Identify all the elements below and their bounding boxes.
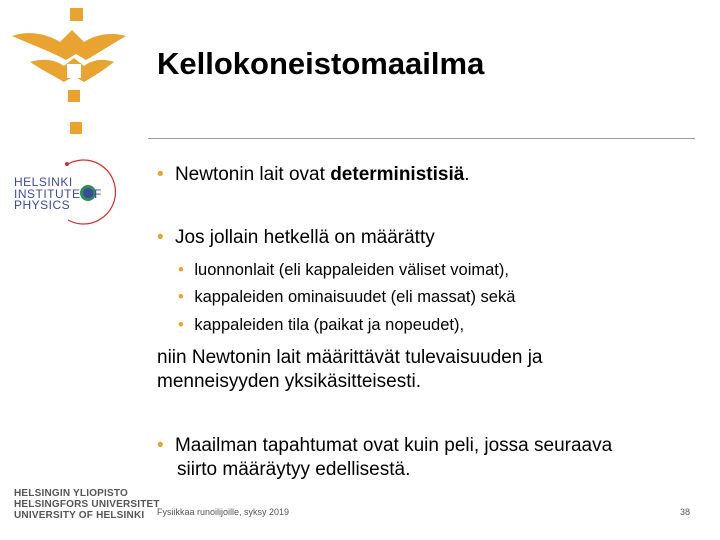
bullet-text-pre: Newtonin lait ovat — [174, 164, 331, 185]
title-divider — [148, 138, 695, 139]
bullet-marker: • — [157, 227, 164, 248]
bullet-deterministic — [157, 163, 470, 187]
university-name-fi: HELSINGIN YLIOPISTO — [14, 488, 129, 499]
footer-course-note: Fysiikkaa runoilijoille, syksy 2019 — [157, 507, 290, 517]
university-name-sv: HELSINGFORS UNIVERSITET — [14, 499, 160, 510]
sub-bullet-text: luonnonlait (eli kappaleiden väliset voimat), — [194, 261, 509, 279]
sub-bullet-state — [178, 314, 464, 336]
sub-bullet-marker: • — [178, 261, 184, 279]
sub-bullet-text: kappaleiden ominaisuudet (eli massat) sekä — [194, 288, 516, 306]
sub-bullet-marker: • — [178, 288, 184, 306]
sub-bullet-text: kappaleiden tila (paikat ja nopeudet), — [194, 316, 465, 334]
bullet-game-analogy-cont: siirto määräytyy edellisestä. — [177, 459, 411, 480]
paragraph-line-1: niin Newtonin lait määrittävät tulevaisuuden ja — [157, 347, 543, 368]
university-name — [14, 488, 160, 521]
university-name-en: UNIVERSITY OF HELSINKI — [14, 510, 145, 521]
bullet-jos-jollain — [157, 226, 435, 250]
sub-bullet-marker: • — [178, 316, 184, 334]
paragraph-line-2: menneisyyden yksikäsitteisesti. — [157, 371, 421, 392]
page-number: 38 — [680, 507, 691, 517]
sub-bullet-laws — [178, 259, 509, 281]
hip-logo-text — [14, 177, 102, 212]
hip-line-2: INSTITUTE OF — [14, 186, 102, 201]
hip-line-3: PHYSICS — [14, 198, 71, 212]
bullet-text-post: . — [464, 164, 470, 185]
hip-line-1: HELSINKI — [14, 175, 73, 189]
bullet-marker: • — [157, 435, 164, 456]
conclusion-paragraph — [157, 346, 543, 394]
bullet-game-analogy — [157, 434, 612, 458]
bullet-text-bold: deterministisiä — [330, 164, 465, 185]
bullet-marker: • — [157, 164, 164, 185]
slide-title: Kellokoneistomaailma — [157, 46, 485, 81]
sub-bullet-properties — [178, 286, 515, 308]
bullet-text: Jos jollain hetkellä on määrätty — [174, 227, 435, 248]
university-flame-logo — [0, 0, 130, 140]
bullet-text-line-1: Maailman tapahtumat ovat kuin peli, jossa seuraava — [174, 435, 613, 456]
